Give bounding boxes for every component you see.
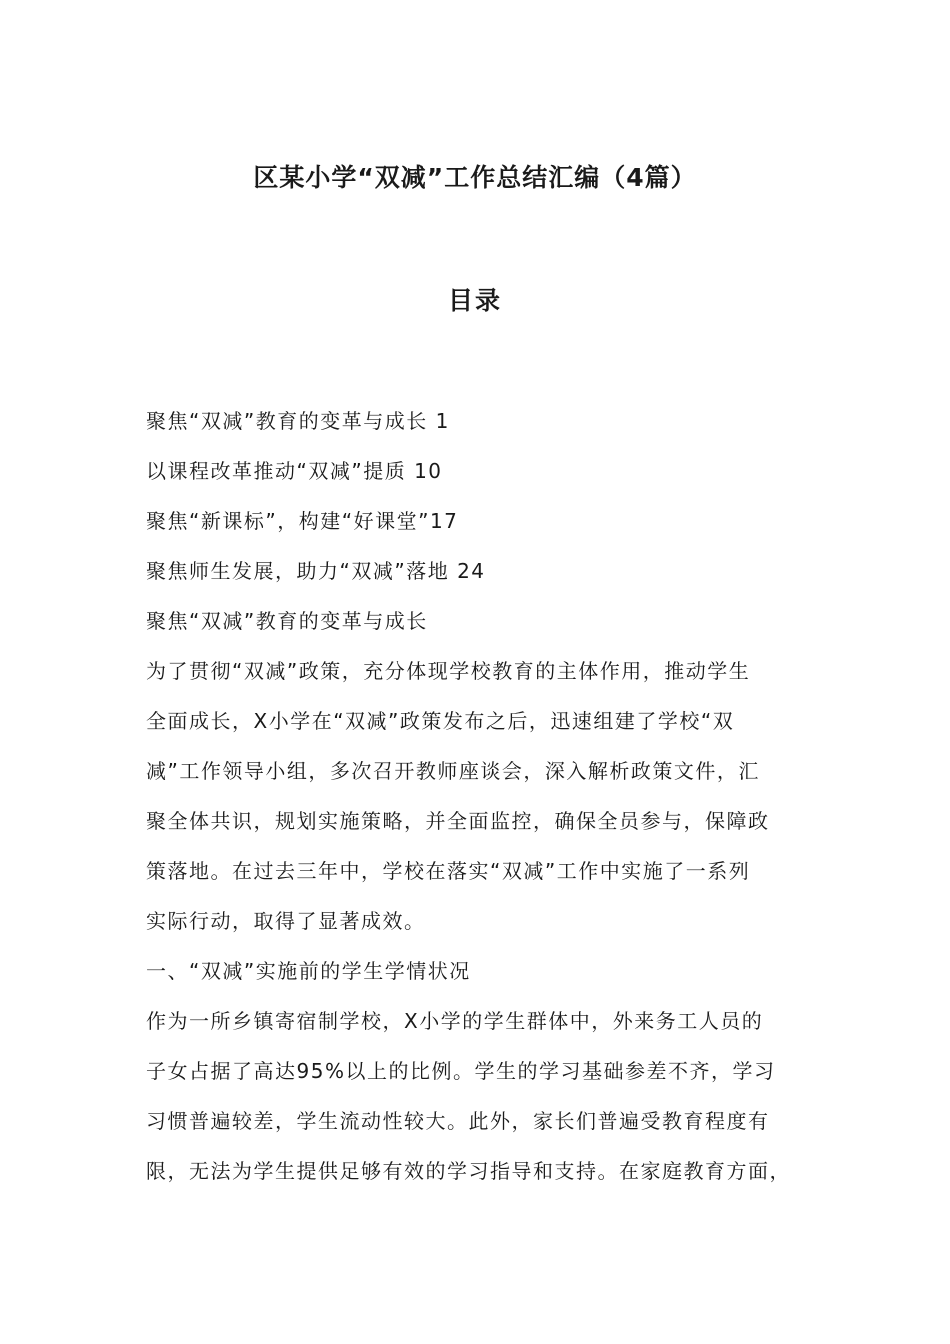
paragraph-line: 习惯普遍较差，学生流动性较大。此外，家长们普遍受教育程度有 [146, 1109, 770, 1133]
paragraph-line: 子女占据了高达95%以上的比例。学生的学习基础参差不齐，学习 [146, 1059, 776, 1083]
subheading: 一、“双减”实施前的学生学情状况 [146, 959, 471, 983]
paragraph-line: 实际行动，取得了显著成效。 [146, 909, 426, 933]
paragraph-line: 聚全体共识，规划实施策略，并全面监控，确保全员参与，保障政 [146, 809, 770, 833]
toc-entry[interactable]: 聚焦师生发展，助力“双减”落地 24 [146, 559, 486, 583]
toc-entry[interactable]: 聚焦“双减”教育的变革与成长 1 [146, 409, 450, 433]
section-title: 聚焦“双减”教育的变革与成长 [146, 609, 428, 633]
paragraph-line: 策落地。在过去三年中，学校在落实“双减”工作中实施了一系列 [146, 859, 751, 883]
document-title: 区某小学“双减”工作总结汇编（4篇） [253, 163, 697, 192]
toc-entry[interactable]: 聚焦“新课标”，构建“好课堂”17 [146, 509, 459, 533]
toc-entry[interactable]: 以课程改革推动“双减”提质 10 [146, 459, 443, 483]
document-body [146, 396, 814, 1196]
paragraph-line: 全面成长，X小学在“双减”政策发布之后，迅速组建了学校“双 [146, 709, 735, 733]
paragraph-line: 减”工作领导小组，多次召开教师座谈会，深入解析政策文件，汇 [146, 759, 760, 783]
paragraph-2 [146, 996, 814, 1196]
paragraph-1 [146, 646, 814, 946]
toc-heading: 目录 [447, 286, 502, 315]
paragraph-line: 为了贯彻“双减”政策，充分体现学校教育的主体作用，推动学生 [146, 659, 751, 683]
paragraph-line: 限，无法为学生提供足够有效的学习指导和支持。在家庭教育方面， [146, 1159, 791, 1183]
paragraph-line: 作为一所乡镇寄宿制学校，X小学的学生群体中，外来务工人员的 [146, 1009, 764, 1033]
table-of-contents [146, 396, 814, 596]
